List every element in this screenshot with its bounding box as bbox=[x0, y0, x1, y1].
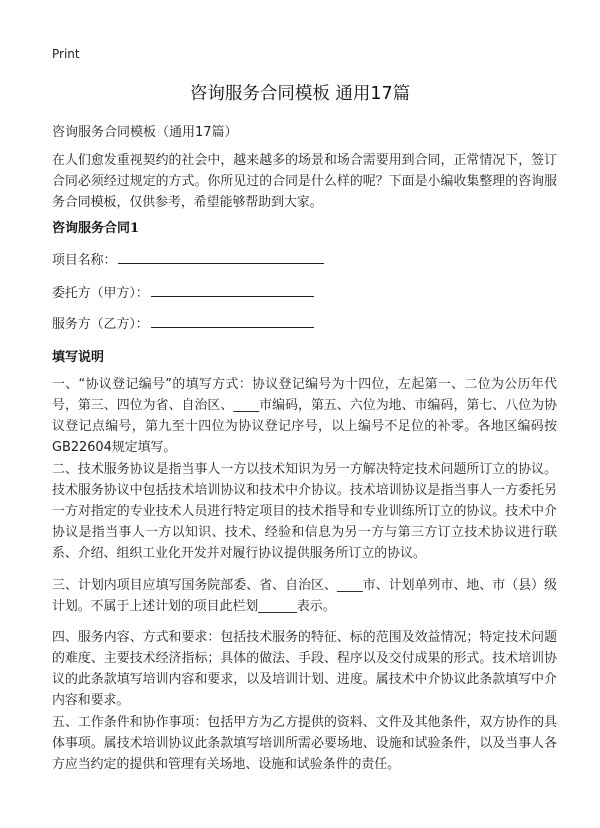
intro-paragraph: 在人们愈发重视契约的社会中，越来越多的场景和场合需要用到合同，正常情况下，签订合同必须经过规定的方式。你所见过的合同是什么样的呢？下面是小编收集整理的咨询服务合同模板，仅供参考，希望能够帮助到大家。 bbox=[52, 153, 557, 210]
instruction-paragraph-1: 一、“协议登记编号”的填写方式：协议登记编号为十四位，左起第一、二位为公历年代号，第三、四位为省、自治区、____市编码，第五、六位为地、市编码，第七、八位为协议登记点编号，第九至十四位为协议登记序号，以上编号不足位的补零。各地区编码按GB22604规定填写。 bbox=[52, 377, 557, 455]
instruction-paragraph-4: 四、服务内容、方式和要求：包括技术服务的特征、标的范围及效益情况；特定技术问题的难度、主要技术经济指标；具体的做法、手段、程序以及交付成果的形式。技术培训协议的此条款填写培训内容和要求，以及培训计划、进度。属技术中介协议此条款填写中介内容和要求。 bbox=[52, 630, 557, 708]
instruction-paragraph-5: 五、工作条件和协作事项：包括甲方为乙方提供的资料、文件及其他条件，双方协作的具体事项。属技术培训协议此条款填写培训所需必要场地、设施和试验条件，以及当事人各方应当约定的提供和管理有关场地、设施和试验条件的责任。 bbox=[52, 715, 557, 772]
section-heading-contract-1: 咨询服务合同1 bbox=[52, 221, 140, 236]
instructions-heading: 填写说明 bbox=[52, 350, 105, 365]
client-label: 委托方（甲方）： bbox=[52, 286, 149, 301]
print-link[interactable]: Print bbox=[52, 47, 80, 61]
project-name-blank bbox=[118, 249, 324, 264]
project-name-label: 项目名称： bbox=[52, 253, 117, 268]
client-blank bbox=[151, 282, 314, 297]
instruction-paragraph-3: 三、计划内项目应填写国务院部委、省、自治区、____市、计划单列市、地、市（县）级计划。不属于上述计划的项目此栏划______表示。 bbox=[52, 578, 557, 614]
instruction-paragraph-2: 二、技术服务协议是指当事人一方以技术知识为另一方解决特定技术问题所订立的协议。技术服务协议中包括技术培训协议和技术中介协议。技术培训协议是指当事人一方委托另一方对指定的专业技术人员进行特定项目的技术指导和专业训练所订立的协议。技术中介协议是指当事人一方以知识、技术、经验和信息为另一方与第三方订立技术协议进行联系、介绍、组织工业化开发并对履行协议提供服务所订立的协议。 bbox=[52, 462, 557, 561]
document-subtitle: 咨询服务合同模板（通用17篇） bbox=[52, 125, 238, 140]
client-field bbox=[52, 282, 314, 301]
provider-field bbox=[52, 313, 314, 332]
project-name-field bbox=[52, 249, 324, 268]
provider-blank bbox=[151, 313, 314, 328]
page-title: 咨询服务合同模板 通用17篇 bbox=[189, 84, 411, 104]
provider-label: 服务方（乙方）： bbox=[52, 317, 149, 332]
